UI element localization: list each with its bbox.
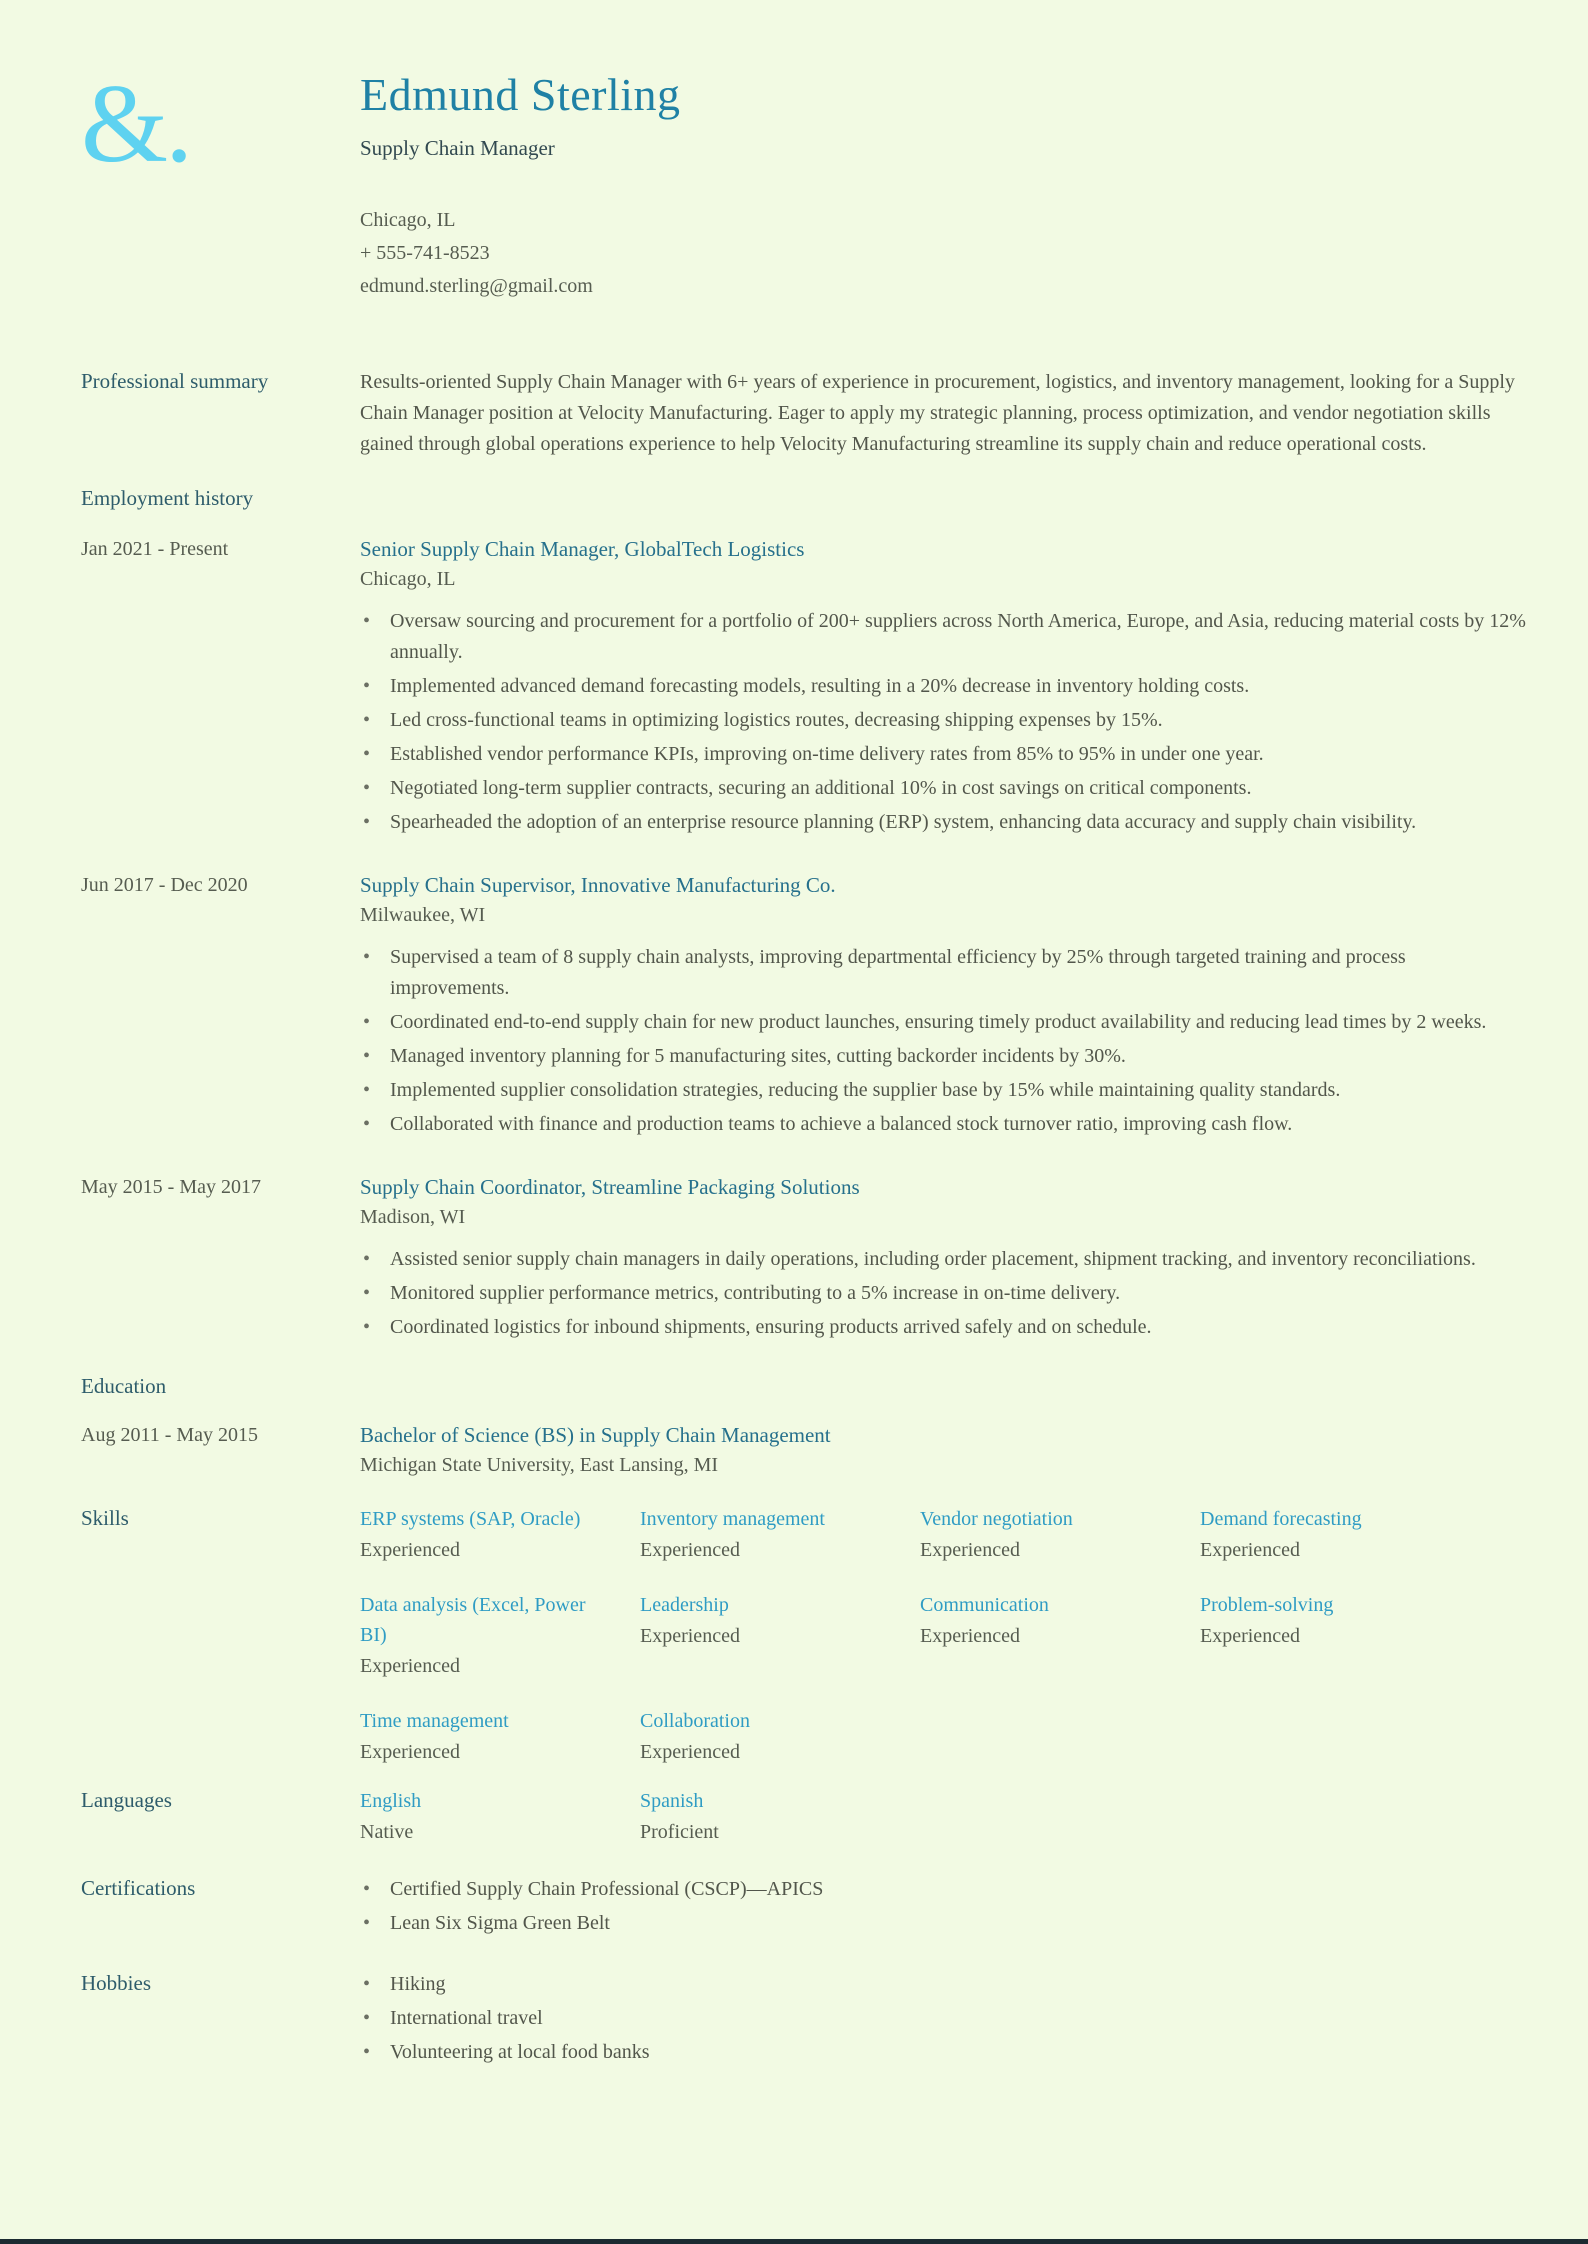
skill-level: Experienced — [640, 1625, 740, 1647]
job-dates: Jan 2021 - Present — [81, 538, 229, 560]
job-entry — [81, 871, 1530, 1143]
job-entry — [81, 1173, 1530, 1346]
summary-text: Results-oriented Supply Chain Manager with 6+ years of experience in procurement, logistics, and inventory management, looking for a Supply Chain Manager position at Velocity Manufacturing. Eager to apply my strategic planning, process optimization, and vendor negotiation skills gained through global operations experience to help Velocity Manufacturing streamline its supply chain and reduce operational costs. — [360, 371, 1515, 455]
skill-item — [640, 1590, 920, 1680]
skill-level: Experienced — [920, 1539, 1020, 1561]
section-languages — [81, 1786, 1530, 1846]
job-dates: Jun 2017 - Dec 2020 — [81, 874, 248, 896]
job-bullet: • Managed inventory planning for 5 manufacturing sites, cutting backorder incidents by 30%. — [360, 1041, 1530, 1072]
skill-item — [1200, 1590, 1480, 1680]
skill-level: Experienced — [920, 1625, 1020, 1647]
job-bullet: • Spearheaded the adoption of an enterprise resource planning (ERP) system, enhancing data accuracy and supply chain visibility. — [360, 807, 1530, 838]
skill-link[interactable]: Inventory management — [640, 1508, 825, 1530]
job-bullet-list — [360, 606, 1530, 838]
job-bullet: • Collaborated with finance and production teams to achieve a balanced stock turnover ratio, improving cash flow. — [360, 1109, 1530, 1140]
language-item — [640, 1786, 920, 1846]
section-skills — [81, 1504, 1530, 1766]
languages-grid — [360, 1786, 1530, 1846]
job-location: Chicago, IL — [360, 568, 456, 590]
job-bullet: • Established vendor performance KPIs, improving on-time delivery rates from 85% to 95% in under one year. — [360, 739, 1530, 770]
languages-label: Languages — [81, 1788, 172, 1812]
skill-item — [920, 1590, 1200, 1680]
language-item — [360, 1786, 640, 1846]
job-bullet: • Supervised a team of 8 supply chain analysts, improving departmental efficiency by 25% through targeted training and process improvements. — [360, 942, 1530, 1004]
language-link[interactable]: Spanish — [640, 1790, 704, 1812]
employment-label: Employment history — [81, 486, 254, 510]
education-body — [360, 1421, 1530, 1480]
skill-level: Experienced — [360, 1539, 460, 1561]
skill-item — [1200, 1504, 1480, 1564]
language-level: Native — [360, 1821, 414, 1843]
skill-link[interactable]: Communication — [920, 1594, 1049, 1616]
contact-location: Chicago, IL — [360, 209, 456, 231]
job-dates: May 2015 - May 2017 — [81, 1176, 261, 1198]
job-location: Milwaukee, WI — [360, 904, 486, 926]
job-location: Madison, WI — [360, 1206, 466, 1228]
language-link[interactable]: English — [360, 1790, 422, 1812]
contact-block — [360, 204, 1530, 303]
page-bottom-edge — [0, 2239, 1588, 2244]
skill-link[interactable]: ERP systems (SAP, Oracle) — [360, 1508, 581, 1530]
job-bullet-list — [360, 1244, 1530, 1343]
education-entry — [81, 1421, 1530, 1480]
language-level: Proficient — [640, 1821, 719, 1843]
hobbies-label: Hobbies — [81, 1971, 151, 1995]
skills-grid — [360, 1504, 1530, 1766]
job-title-link[interactable]: Senior Supply Chain Manager, GlobalTech Logistics — [360, 537, 805, 561]
job-bullet: • Negotiated long-term supplier contracts, securing an additional 10% in cost savings on critical components. — [360, 773, 1530, 804]
candidate-title: Supply Chain Manager — [360, 136, 555, 160]
skill-link[interactable]: Leadership — [640, 1594, 729, 1616]
resume-header — [81, 62, 1530, 303]
skill-link[interactable]: Time management — [360, 1710, 509, 1732]
job-bullet: • Implemented supplier consolidation strategies, reducing the supplier base by 15% while maintaining quality standards. — [360, 1075, 1530, 1106]
job-bullet: • Coordinated end-to-end supply chain for new product launches, ensuring timely product availability and reducing lead times by 2 weeks. — [360, 1007, 1530, 1038]
job-bullet: • Implemented advanced demand forecasting models, resulting in a 20% decrease in inventory holding costs. — [360, 671, 1530, 702]
skills-label: Skills — [81, 1506, 129, 1530]
job-body — [360, 1173, 1530, 1346]
contact-email: edmund.sterling@gmail.com — [360, 275, 593, 297]
summary-label: Professional summary — [81, 369, 269, 393]
skill-link[interactable]: Collaboration — [640, 1710, 750, 1732]
hobbies-list — [360, 1969, 1530, 2071]
skill-item — [640, 1504, 920, 1564]
contact-phone: + 555-741-8523 — [360, 242, 490, 264]
skill-item — [360, 1706, 640, 1766]
job-body — [360, 871, 1530, 1143]
skill-link[interactable]: Data analysis (Excel, Power BI) — [360, 1594, 586, 1646]
section-education — [81, 1372, 1530, 1401]
skill-level: Experienced — [1200, 1625, 1300, 1647]
section-hobbies — [81, 1969, 1530, 2071]
skill-level: Experienced — [360, 1655, 460, 1677]
section-professional-summary — [81, 367, 1530, 460]
certification-item: • Lean Six Sigma Green Belt — [360, 1908, 1530, 1939]
job-bullet: • Coordinated logistics for inbound shipments, ensuring products arrived safely and on schedule. — [360, 1312, 1530, 1343]
education-dates: Aug 2011 - May 2015 — [81, 1424, 259, 1446]
job-bullet: • Assisted senior supply chain managers in daily operations, including order placement, shipment tracking, and inventory reconciliations. — [360, 1244, 1530, 1275]
job-bullet: • Oversaw sourcing and procurement for a portfolio of 200+ suppliers across North America, Europe, and Asia, reducing material costs by 12% annually. — [360, 606, 1530, 668]
skill-item — [640, 1706, 920, 1766]
skill-level: Experienced — [640, 1741, 740, 1763]
skill-link[interactable]: Problem-solving — [1200, 1594, 1334, 1616]
education-degree: Bachelor of Science (BS) in Supply Chain Management — [360, 1423, 831, 1447]
skill-level: Experienced — [360, 1741, 460, 1763]
hobby-item: • International travel — [360, 2003, 1530, 2034]
job-bullet: • Monitored supplier performance metrics, contributing to a 5% increase in on-time delivery. — [360, 1278, 1530, 1309]
job-bullet: • Led cross-functional teams in optimizing logistics routes, decreasing shipping expenses by 15%. — [360, 705, 1530, 736]
candidate-name: Edmund Sterling — [360, 69, 681, 120]
education-school: Michigan State University, East Lansing, MI — [360, 1454, 719, 1476]
job-body — [360, 535, 1530, 841]
section-certifications — [81, 1874, 1530, 1942]
section-employment-history — [81, 484, 1530, 513]
skill-level: Experienced — [640, 1539, 740, 1561]
skill-item — [360, 1590, 640, 1680]
skill-link[interactable]: Demand forecasting — [1200, 1508, 1362, 1530]
ampersand-logo: &. — [81, 62, 191, 186]
certification-item: • Certified Supply Chain Professional (CSCP)—APICS — [360, 1874, 1530, 1905]
certifications-list — [360, 1874, 1530, 1942]
hobby-item: • Hiking — [360, 1969, 1530, 2000]
skill-item — [920, 1504, 1200, 1564]
job-title-link[interactable]: Supply Chain Coordinator, Streamline Packaging Solutions — [360, 1175, 860, 1199]
skill-level: Experienced — [1200, 1539, 1300, 1561]
job-title-link[interactable]: Supply Chain Supervisor, Innovative Manufacturing Co. — [360, 873, 836, 897]
header-main — [360, 68, 1530, 303]
skill-link[interactable]: Vendor negotiation — [920, 1508, 1073, 1530]
job-bullet-list — [360, 942, 1530, 1140]
job-entry — [81, 535, 1530, 841]
skill-item — [360, 1504, 640, 1564]
education-label: Education — [81, 1374, 167, 1398]
hobby-item: • Volunteering at local food banks — [360, 2037, 1530, 2068]
certifications-label: Certifications — [81, 1876, 196, 1900]
